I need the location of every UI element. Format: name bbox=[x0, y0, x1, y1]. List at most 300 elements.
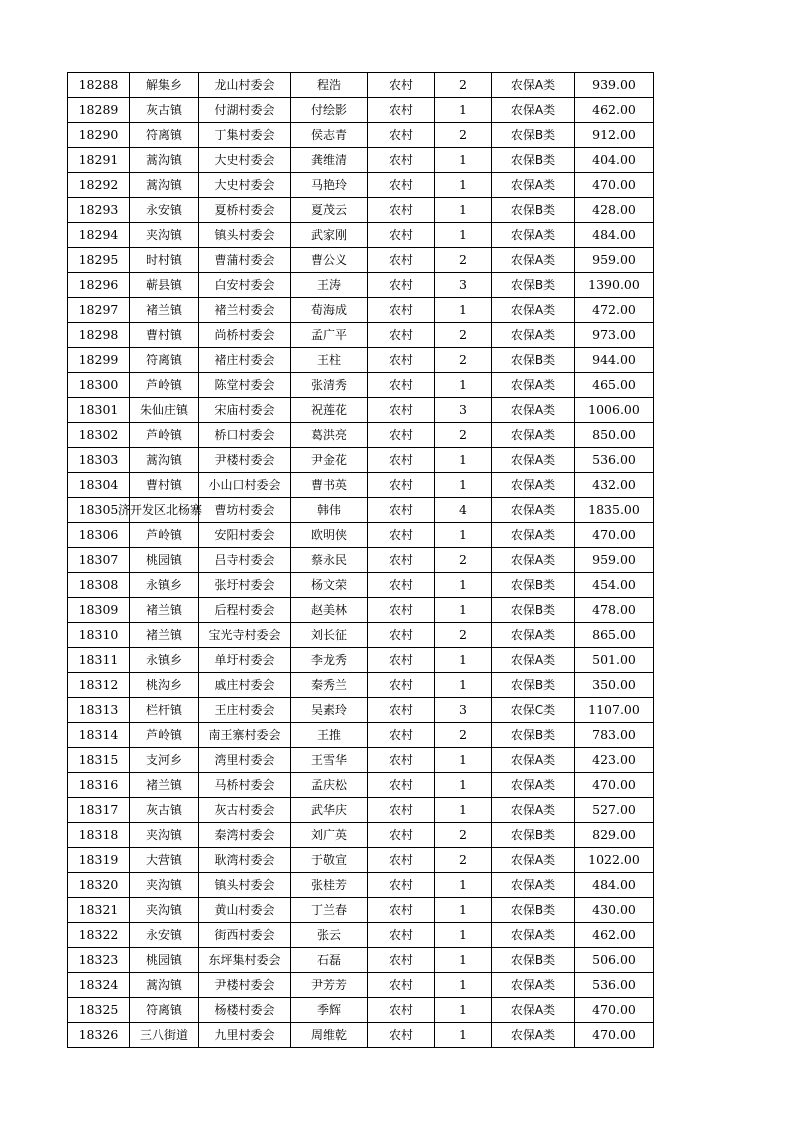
village-committee-cell: 南王寨村委会 bbox=[199, 723, 291, 748]
insurance-category-cell: 农保A类 bbox=[492, 73, 575, 98]
member-count-cell: 2 bbox=[435, 623, 492, 648]
amount-cell: 472.00 bbox=[575, 298, 654, 323]
person-name-cell: 武华庆 bbox=[291, 798, 368, 823]
amount-cell: 1390.00 bbox=[575, 273, 654, 298]
amount-cell: 484.00 bbox=[575, 223, 654, 248]
township-cell: 蒿沟镇 bbox=[130, 173, 199, 198]
member-count-cell: 2 bbox=[435, 848, 492, 873]
household-type-cell: 农村 bbox=[368, 648, 435, 673]
township-cell: 永安镇 bbox=[130, 198, 199, 223]
record-id-cell: 18290 bbox=[68, 123, 130, 148]
amount-cell: 1107.00 bbox=[575, 698, 654, 723]
table-row bbox=[68, 173, 654, 198]
township-cell: 芦岭镇 bbox=[130, 423, 199, 448]
village-committee-cell: 宋庙村委会 bbox=[199, 398, 291, 423]
household-type-cell: 农村 bbox=[368, 248, 435, 273]
table-row bbox=[68, 673, 654, 698]
household-type-cell: 农村 bbox=[368, 173, 435, 198]
record-id-cell: 18305 bbox=[68, 498, 130, 523]
household-type-cell: 农村 bbox=[368, 548, 435, 573]
village-committee-cell: 马桥村委会 bbox=[199, 773, 291, 798]
township-cell: 曹村镇 bbox=[130, 473, 199, 498]
record-id-cell: 18292 bbox=[68, 173, 130, 198]
table-row bbox=[68, 248, 654, 273]
household-type-cell: 农村 bbox=[368, 748, 435, 773]
insurance-category-cell: 农保B类 bbox=[492, 573, 575, 598]
record-id-cell: 18313 bbox=[68, 698, 130, 723]
record-id-cell: 18291 bbox=[68, 148, 130, 173]
table-row bbox=[68, 848, 654, 873]
record-id-cell: 18314 bbox=[68, 723, 130, 748]
person-name-cell: 王柱 bbox=[291, 348, 368, 373]
township-cell: 蒿沟镇 bbox=[130, 973, 199, 998]
township-cell: 三八街道 bbox=[130, 1023, 199, 1048]
member-count-cell: 1 bbox=[435, 98, 492, 123]
amount-cell: 484.00 bbox=[575, 873, 654, 898]
amount-cell: 432.00 bbox=[575, 473, 654, 498]
amount-cell: 470.00 bbox=[575, 998, 654, 1023]
township-cell: 永镇乡 bbox=[130, 573, 199, 598]
person-name-cell: 龚维清 bbox=[291, 148, 368, 173]
record-id-cell: 18316 bbox=[68, 773, 130, 798]
table-row bbox=[68, 623, 654, 648]
township-cell: 夹沟镇 bbox=[130, 823, 199, 848]
table-row bbox=[68, 123, 654, 148]
household-type-cell: 农村 bbox=[368, 398, 435, 423]
village-committee-cell: 镇头村委会 bbox=[199, 873, 291, 898]
household-type-cell: 农村 bbox=[368, 423, 435, 448]
township-cell: 夹沟镇 bbox=[130, 873, 199, 898]
member-count-cell: 1 bbox=[435, 473, 492, 498]
insurance-category-cell: 农保A类 bbox=[492, 448, 575, 473]
village-committee-cell: 镇头村委会 bbox=[199, 223, 291, 248]
amount-cell: 1022.00 bbox=[575, 848, 654, 873]
township-cell: 芦岭镇 bbox=[130, 523, 199, 548]
insurance-category-cell: 农保B类 bbox=[492, 348, 575, 373]
village-committee-cell: 曹坊村委会 bbox=[199, 498, 291, 523]
record-id-cell: 18307 bbox=[68, 548, 130, 573]
record-id-cell: 18325 bbox=[68, 998, 130, 1023]
household-type-cell: 农村 bbox=[368, 198, 435, 223]
village-committee-cell: 单圩村委会 bbox=[199, 648, 291, 673]
village-committee-cell: 黄山村委会 bbox=[199, 898, 291, 923]
village-committee-cell: 大史村委会 bbox=[199, 173, 291, 198]
person-name-cell: 吴素玲 bbox=[291, 698, 368, 723]
person-name-cell: 侯志青 bbox=[291, 123, 368, 148]
household-type-cell: 农村 bbox=[368, 598, 435, 623]
insurance-category-cell: 农保A类 bbox=[492, 798, 575, 823]
household-type-cell: 农村 bbox=[368, 323, 435, 348]
insurance-category-cell: 农保A类 bbox=[492, 773, 575, 798]
household-type-cell: 农村 bbox=[368, 623, 435, 648]
table-row bbox=[68, 698, 654, 723]
person-name-cell: 曹公义 bbox=[291, 248, 368, 273]
table-row bbox=[68, 98, 654, 123]
insurance-category-cell: 农保B类 bbox=[492, 673, 575, 698]
amount-cell: 506.00 bbox=[575, 948, 654, 973]
member-count-cell: 1 bbox=[435, 873, 492, 898]
table-row bbox=[68, 973, 654, 998]
record-id-cell: 18288 bbox=[68, 73, 130, 98]
record-id-cell: 18318 bbox=[68, 823, 130, 848]
household-type-cell: 农村 bbox=[368, 473, 435, 498]
household-type-cell: 农村 bbox=[368, 348, 435, 373]
person-name-cell: 刘广英 bbox=[291, 823, 368, 848]
table-row bbox=[68, 598, 654, 623]
person-name-cell: 程浩 bbox=[291, 73, 368, 98]
insurance-category-cell: 农保A类 bbox=[492, 748, 575, 773]
township-cell: 符离镇 bbox=[130, 123, 199, 148]
person-name-cell: 武家刚 bbox=[291, 223, 368, 248]
person-name-cell: 祝莲花 bbox=[291, 398, 368, 423]
insurance-category-cell: 农保B类 bbox=[492, 123, 575, 148]
village-committee-cell: 王庄村委会 bbox=[199, 698, 291, 723]
village-committee-cell: 安阳村委会 bbox=[199, 523, 291, 548]
roster-table-body bbox=[68, 73, 654, 1048]
household-type-cell: 农村 bbox=[368, 498, 435, 523]
record-id-cell: 18309 bbox=[68, 598, 130, 623]
insurance-category-cell: 农保A类 bbox=[492, 1023, 575, 1048]
member-count-cell: 1 bbox=[435, 923, 492, 948]
member-count-cell: 1 bbox=[435, 773, 492, 798]
insurance-category-cell: 农保A类 bbox=[492, 973, 575, 998]
village-committee-cell: 耿湾村委会 bbox=[199, 848, 291, 873]
amount-cell: 527.00 bbox=[575, 798, 654, 823]
township-cell: 夹沟镇 bbox=[130, 223, 199, 248]
village-committee-cell: 东坪集村委会 bbox=[199, 948, 291, 973]
household-type-cell: 农村 bbox=[368, 973, 435, 998]
record-id-cell: 18295 bbox=[68, 248, 130, 273]
table-row bbox=[68, 473, 654, 498]
record-id-cell: 18297 bbox=[68, 298, 130, 323]
record-id-cell: 18326 bbox=[68, 1023, 130, 1048]
household-type-cell: 农村 bbox=[368, 873, 435, 898]
person-name-cell: 韩伟 bbox=[291, 498, 368, 523]
member-count-cell: 1 bbox=[435, 948, 492, 973]
amount-cell: 829.00 bbox=[575, 823, 654, 848]
member-count-cell: 1 bbox=[435, 173, 492, 198]
record-id-cell: 18317 bbox=[68, 798, 130, 823]
village-committee-cell: 褚庄村委会 bbox=[199, 348, 291, 373]
member-count-cell: 2 bbox=[435, 548, 492, 573]
household-type-cell: 农村 bbox=[368, 148, 435, 173]
amount-cell: 865.00 bbox=[575, 623, 654, 648]
table-row bbox=[68, 873, 654, 898]
member-count-cell: 3 bbox=[435, 273, 492, 298]
person-name-cell: 丁兰春 bbox=[291, 898, 368, 923]
record-id-cell: 18293 bbox=[68, 198, 130, 223]
table-row bbox=[68, 523, 654, 548]
amount-cell: 912.00 bbox=[575, 123, 654, 148]
amount-cell: 959.00 bbox=[575, 248, 654, 273]
table-row bbox=[68, 573, 654, 598]
person-name-cell: 尹金花 bbox=[291, 448, 368, 473]
village-committee-cell: 后程村委会 bbox=[199, 598, 291, 623]
village-committee-cell: 褚兰村委会 bbox=[199, 298, 291, 323]
township-cell: 解集乡 bbox=[130, 73, 199, 98]
table-row bbox=[68, 923, 654, 948]
amount-cell: 470.00 bbox=[575, 773, 654, 798]
member-count-cell: 1 bbox=[435, 373, 492, 398]
insurance-category-cell: 农保A类 bbox=[492, 248, 575, 273]
village-committee-cell: 灰古村委会 bbox=[199, 798, 291, 823]
table-row bbox=[68, 148, 654, 173]
member-count-cell: 2 bbox=[435, 723, 492, 748]
household-type-cell: 农村 bbox=[368, 673, 435, 698]
table-row bbox=[68, 1023, 654, 1048]
village-committee-cell: 街西村委会 bbox=[199, 923, 291, 948]
township-cell: 芦岭镇 bbox=[130, 373, 199, 398]
insurance-category-cell: 农保B类 bbox=[492, 198, 575, 223]
person-name-cell: 马艳玲 bbox=[291, 173, 368, 198]
village-committee-cell: 尚桥村委会 bbox=[199, 323, 291, 348]
record-id-cell: 18322 bbox=[68, 923, 130, 948]
village-committee-cell: 丁集村委会 bbox=[199, 123, 291, 148]
member-count-cell: 1 bbox=[435, 1023, 492, 1048]
amount-cell: 783.00 bbox=[575, 723, 654, 748]
roster-table bbox=[67, 72, 654, 1048]
person-name-cell: 杨文荣 bbox=[291, 573, 368, 598]
record-id-cell: 18301 bbox=[68, 398, 130, 423]
person-name-cell: 张云 bbox=[291, 923, 368, 948]
amount-cell: 430.00 bbox=[575, 898, 654, 923]
table-row bbox=[68, 548, 654, 573]
record-id-cell: 18299 bbox=[68, 348, 130, 373]
village-committee-cell: 戚庄村委会 bbox=[199, 673, 291, 698]
household-type-cell: 农村 bbox=[368, 798, 435, 823]
village-committee-cell: 吕寺村委会 bbox=[199, 548, 291, 573]
table-row bbox=[68, 773, 654, 798]
insurance-category-cell: 农保A类 bbox=[492, 498, 575, 523]
person-name-cell: 王雪华 bbox=[291, 748, 368, 773]
member-count-cell: 1 bbox=[435, 148, 492, 173]
table-row bbox=[68, 373, 654, 398]
person-name-cell: 付绘影 bbox=[291, 98, 368, 123]
amount-cell: 454.00 bbox=[575, 573, 654, 598]
township-cell: 曹村镇 bbox=[130, 323, 199, 348]
insurance-category-cell: 农保A类 bbox=[492, 998, 575, 1023]
amount-cell: 423.00 bbox=[575, 748, 654, 773]
township-cell: 褚兰镇 bbox=[130, 298, 199, 323]
person-name-cell: 尹芳芳 bbox=[291, 973, 368, 998]
township-cell: 桃园镇 bbox=[130, 948, 199, 973]
township-cell: 褚兰镇 bbox=[130, 773, 199, 798]
member-count-cell: 1 bbox=[435, 798, 492, 823]
amount-cell: 1835.00 bbox=[575, 498, 654, 523]
household-type-cell: 农村 bbox=[368, 723, 435, 748]
village-committee-cell: 白安村委会 bbox=[199, 273, 291, 298]
table-row bbox=[68, 348, 654, 373]
township-cell: 灰古镇 bbox=[130, 98, 199, 123]
record-id-cell: 18300 bbox=[68, 373, 130, 398]
person-name-cell: 夏茂云 bbox=[291, 198, 368, 223]
table-row bbox=[68, 898, 654, 923]
member-count-cell: 2 bbox=[435, 423, 492, 448]
township-cell: 桃园镇 bbox=[130, 548, 199, 573]
household-type-cell: 农村 bbox=[368, 273, 435, 298]
insurance-category-cell: 农保A类 bbox=[492, 848, 575, 873]
insurance-category-cell: 农保A类 bbox=[492, 323, 575, 348]
table-row bbox=[68, 73, 654, 98]
household-type-cell: 农村 bbox=[368, 98, 435, 123]
table-row bbox=[68, 498, 654, 523]
amount-cell: 536.00 bbox=[575, 448, 654, 473]
member-count-cell: 2 bbox=[435, 248, 492, 273]
table-row bbox=[68, 748, 654, 773]
village-committee-cell: 陈堂村委会 bbox=[199, 373, 291, 398]
insurance-category-cell: 农保A类 bbox=[492, 298, 575, 323]
amount-cell: 850.00 bbox=[575, 423, 654, 448]
village-committee-cell: 宝光寺村委会 bbox=[199, 623, 291, 648]
village-committee-cell: 桥口村委会 bbox=[199, 423, 291, 448]
member-count-cell: 3 bbox=[435, 698, 492, 723]
member-count-cell: 1 bbox=[435, 598, 492, 623]
amount-cell: 501.00 bbox=[575, 648, 654, 673]
record-id-cell: 18296 bbox=[68, 273, 130, 298]
insurance-category-cell: 农保A类 bbox=[492, 98, 575, 123]
member-count-cell: 2 bbox=[435, 323, 492, 348]
village-committee-cell: 九里村委会 bbox=[199, 1023, 291, 1048]
record-id-cell: 18320 bbox=[68, 873, 130, 898]
household-type-cell: 农村 bbox=[368, 373, 435, 398]
township-cell: 符离镇 bbox=[130, 998, 199, 1023]
record-id-cell: 18304 bbox=[68, 473, 130, 498]
household-type-cell: 农村 bbox=[368, 523, 435, 548]
person-name-cell: 周维乾 bbox=[291, 1023, 368, 1048]
township-cell: 褚兰镇 bbox=[130, 623, 199, 648]
member-count-cell: 4 bbox=[435, 498, 492, 523]
member-count-cell: 1 bbox=[435, 973, 492, 998]
member-count-cell: 2 bbox=[435, 123, 492, 148]
insurance-category-cell: 农保B类 bbox=[492, 898, 575, 923]
amount-cell: 428.00 bbox=[575, 198, 654, 223]
household-type-cell: 农村 bbox=[368, 948, 435, 973]
person-name-cell: 李龙秀 bbox=[291, 648, 368, 673]
township-cell: 栏杆镇 bbox=[130, 698, 199, 723]
household-type-cell: 农村 bbox=[368, 298, 435, 323]
record-id-cell: 18312 bbox=[68, 673, 130, 698]
insurance-category-cell: 农保B类 bbox=[492, 598, 575, 623]
table-row bbox=[68, 448, 654, 473]
record-id-cell: 18308 bbox=[68, 573, 130, 598]
table-row bbox=[68, 823, 654, 848]
insurance-category-cell: 农保A类 bbox=[492, 648, 575, 673]
member-count-cell: 2 bbox=[435, 823, 492, 848]
member-count-cell: 1 bbox=[435, 573, 492, 598]
amount-cell: 959.00 bbox=[575, 548, 654, 573]
amount-cell: 973.00 bbox=[575, 323, 654, 348]
household-type-cell: 农村 bbox=[368, 823, 435, 848]
household-type-cell: 农村 bbox=[368, 998, 435, 1023]
person-name-cell: 曹书英 bbox=[291, 473, 368, 498]
insurance-category-cell: 农保B类 bbox=[492, 948, 575, 973]
village-committee-cell: 大史村委会 bbox=[199, 148, 291, 173]
insurance-category-cell: 农保A类 bbox=[492, 923, 575, 948]
amount-cell: 465.00 bbox=[575, 373, 654, 398]
table-row bbox=[68, 948, 654, 973]
member-count-cell: 1 bbox=[435, 448, 492, 473]
household-type-cell: 农村 bbox=[368, 923, 435, 948]
member-count-cell: 1 bbox=[435, 898, 492, 923]
table-row bbox=[68, 323, 654, 348]
village-committee-cell: 湾里村委会 bbox=[199, 748, 291, 773]
record-id-cell: 18323 bbox=[68, 948, 130, 973]
household-type-cell: 农村 bbox=[368, 573, 435, 598]
insurance-category-cell: 农保B类 bbox=[492, 823, 575, 848]
person-name-cell: 王推 bbox=[291, 723, 368, 748]
member-count-cell: 1 bbox=[435, 748, 492, 773]
member-count-cell: 1 bbox=[435, 523, 492, 548]
township-cell: 大营镇 bbox=[130, 848, 199, 873]
record-id-cell: 18289 bbox=[68, 98, 130, 123]
record-id-cell: 18306 bbox=[68, 523, 130, 548]
record-id-cell: 18294 bbox=[68, 223, 130, 248]
record-id-cell: 18311 bbox=[68, 648, 130, 673]
amount-cell: 350.00 bbox=[575, 673, 654, 698]
village-committee-cell: 小山口村委会 bbox=[199, 473, 291, 498]
household-type-cell: 农村 bbox=[368, 898, 435, 923]
record-id-cell: 18303 bbox=[68, 448, 130, 473]
table-row bbox=[68, 223, 654, 248]
amount-cell: 1006.00 bbox=[575, 398, 654, 423]
township-cell: 灰古镇 bbox=[130, 798, 199, 823]
table-row bbox=[68, 298, 654, 323]
insurance-category-cell: 农保B类 bbox=[492, 723, 575, 748]
member-count-cell: 1 bbox=[435, 298, 492, 323]
household-type-cell: 农村 bbox=[368, 123, 435, 148]
village-committee-cell: 夏桥村委会 bbox=[199, 198, 291, 223]
person-name-cell: 张桂芳 bbox=[291, 873, 368, 898]
person-name-cell: 王涛 bbox=[291, 273, 368, 298]
record-id-cell: 18298 bbox=[68, 323, 130, 348]
insurance-category-cell: 农保A类 bbox=[492, 523, 575, 548]
person-name-cell: 于敬宣 bbox=[291, 848, 368, 873]
table-row bbox=[68, 423, 654, 448]
township-cell: 桃沟乡 bbox=[130, 673, 199, 698]
insurance-category-cell: 农保A类 bbox=[492, 223, 575, 248]
person-name-cell: 秦秀兰 bbox=[291, 673, 368, 698]
insurance-category-cell: 农保B类 bbox=[492, 273, 575, 298]
township-cell: 永镇乡 bbox=[130, 648, 199, 673]
amount-cell: 944.00 bbox=[575, 348, 654, 373]
amount-cell: 536.00 bbox=[575, 973, 654, 998]
amount-cell: 478.00 bbox=[575, 598, 654, 623]
township-cell: 时村镇 bbox=[130, 248, 199, 273]
village-committee-cell: 曹蒲村委会 bbox=[199, 248, 291, 273]
township-cell: 济开发区北杨寨 bbox=[130, 498, 199, 523]
person-name-cell: 季辉 bbox=[291, 998, 368, 1023]
township-cell: 褚兰镇 bbox=[130, 598, 199, 623]
person-name-cell: 蔡永民 bbox=[291, 548, 368, 573]
household-type-cell: 农村 bbox=[368, 73, 435, 98]
record-id-cell: 18319 bbox=[68, 848, 130, 873]
member-count-cell: 1 bbox=[435, 223, 492, 248]
record-id-cell: 18321 bbox=[68, 898, 130, 923]
amount-cell: 470.00 bbox=[575, 173, 654, 198]
table-row bbox=[68, 998, 654, 1023]
township-cell: 蕲县镇 bbox=[130, 273, 199, 298]
table-row bbox=[68, 273, 654, 298]
member-count-cell: 1 bbox=[435, 998, 492, 1023]
amount-cell: 470.00 bbox=[575, 523, 654, 548]
insurance-category-cell: 农保C类 bbox=[492, 698, 575, 723]
member-count-cell: 2 bbox=[435, 73, 492, 98]
person-name-cell: 赵美林 bbox=[291, 598, 368, 623]
person-name-cell: 欧明侠 bbox=[291, 523, 368, 548]
amount-cell: 462.00 bbox=[575, 98, 654, 123]
village-committee-cell: 付湖村委会 bbox=[199, 98, 291, 123]
household-type-cell: 农村 bbox=[368, 773, 435, 798]
